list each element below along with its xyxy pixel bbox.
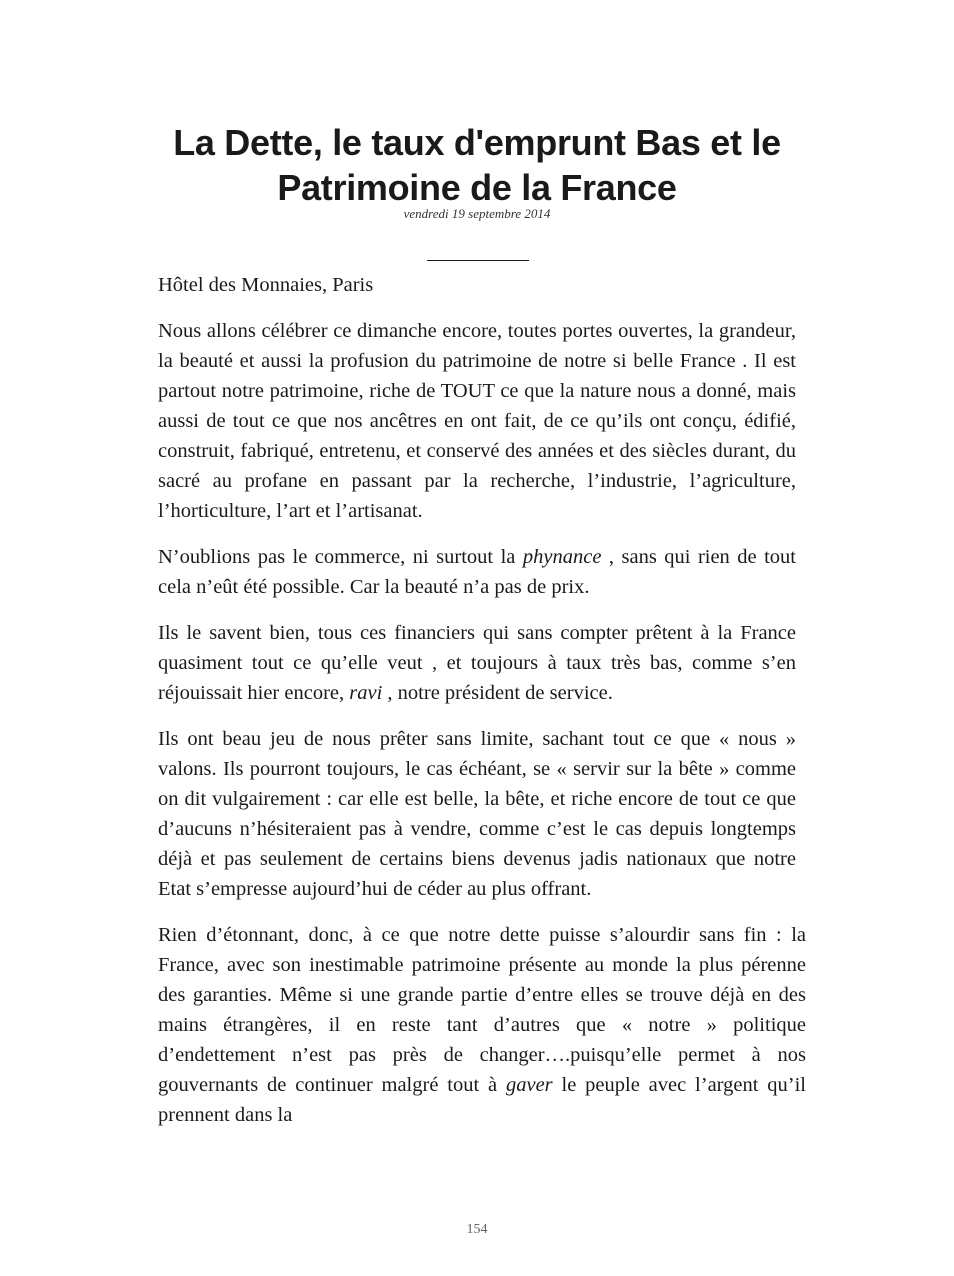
paragraph-5-emphasis: gaver bbox=[505, 1074, 553, 1096]
article-body bbox=[158, 270, 807, 1146]
paragraph-2 bbox=[158, 542, 796, 602]
location-line: Hôtel des Monnaies, Paris bbox=[158, 274, 374, 296]
article-title: La Dette, le taux d'emprunt Bas et le Patrimoine de la France bbox=[173, 122, 781, 208]
paragraph-2-text-a: N’oublions pas le commerce, ni surtout la bbox=[158, 546, 523, 568]
paragraph-2-text-b: , sans qui rien de tout cela n’eût été possible. Car la beauté n’a pas de prix. bbox=[158, 546, 796, 598]
paragraph-3-text-b: , notre président de service. bbox=[382, 682, 613, 704]
paragraph-2-emphasis: phynance bbox=[522, 546, 602, 568]
paragraph-3-text-a: Ils le savent bien, tous ces financiers qui sans compter prêtent à la France quasiment tout ce qu’elle veut , et toujours à taux très bas, comme s’en réjouissait hier encore, bbox=[158, 622, 796, 704]
page-number: 154 bbox=[466, 1222, 488, 1237]
paragraph-5-text-b: le peuple avec l’argent qu’il prennent dans la bbox=[158, 1074, 807, 1126]
paragraph-5-text-a: Rien d’étonnant, donc, à ce que notre dette puisse s’alourdir sans fin : la France, avec son inestimable patrimoine présente au monde la plus pérenne des garanties. Même si une grande partie d’entre elles se trouve déjà en des mains étrangères, il en reste tant d’autres que « notre » politique d’endettement n’est pas près de changer….puisqu’elle permet à nos gouvernants de continuer malgré tout à bbox=[158, 924, 806, 1096]
title-divider bbox=[427, 260, 529, 261]
paragraph-5 bbox=[158, 920, 806, 1130]
paragraph-4: Ils ont beau jeu de nous prêter sans limite, sachant tout ce que « nous » valons. Ils pourront toujours, le cas échéant, se « servir sur la bête » comme on dit vulgairement : car elle est belle, la bête, et riche encore de tout ce que d’aucuns n’hésiteraient pas à vendre, comme c’est le cas depuis longtemps déjà et pas seulement de certains biens devenus jadis nationaux que notre Etat s’empresse aujourd’hui de céder au plus offrant. bbox=[158, 728, 796, 900]
article-date: vendredi 19 septembre 2014 bbox=[403, 206, 551, 221]
paragraph-3-emphasis: ravi bbox=[349, 682, 383, 704]
paragraph-1: Nous allons célébrer ce dimanche encore, toutes portes ouvertes, la grandeur, la beauté et aussi la profusion du patrimoine de notre si belle France . Il est partout notre patrimoine, riche de TOUT ce que la nature nous a donné, mais aussi de tout ce que nos ancêtres en ont fait, de ce qu’ils ont conçu, édifié, construit, fabriqué, entretenu, et conservé des années et des siècles durant, du sacré au profane en passant par la recherche, l’industrie, l’agriculture, l’horticulture, l’art et l’artisanat. bbox=[158, 320, 796, 522]
paragraph-3 bbox=[158, 618, 796, 708]
